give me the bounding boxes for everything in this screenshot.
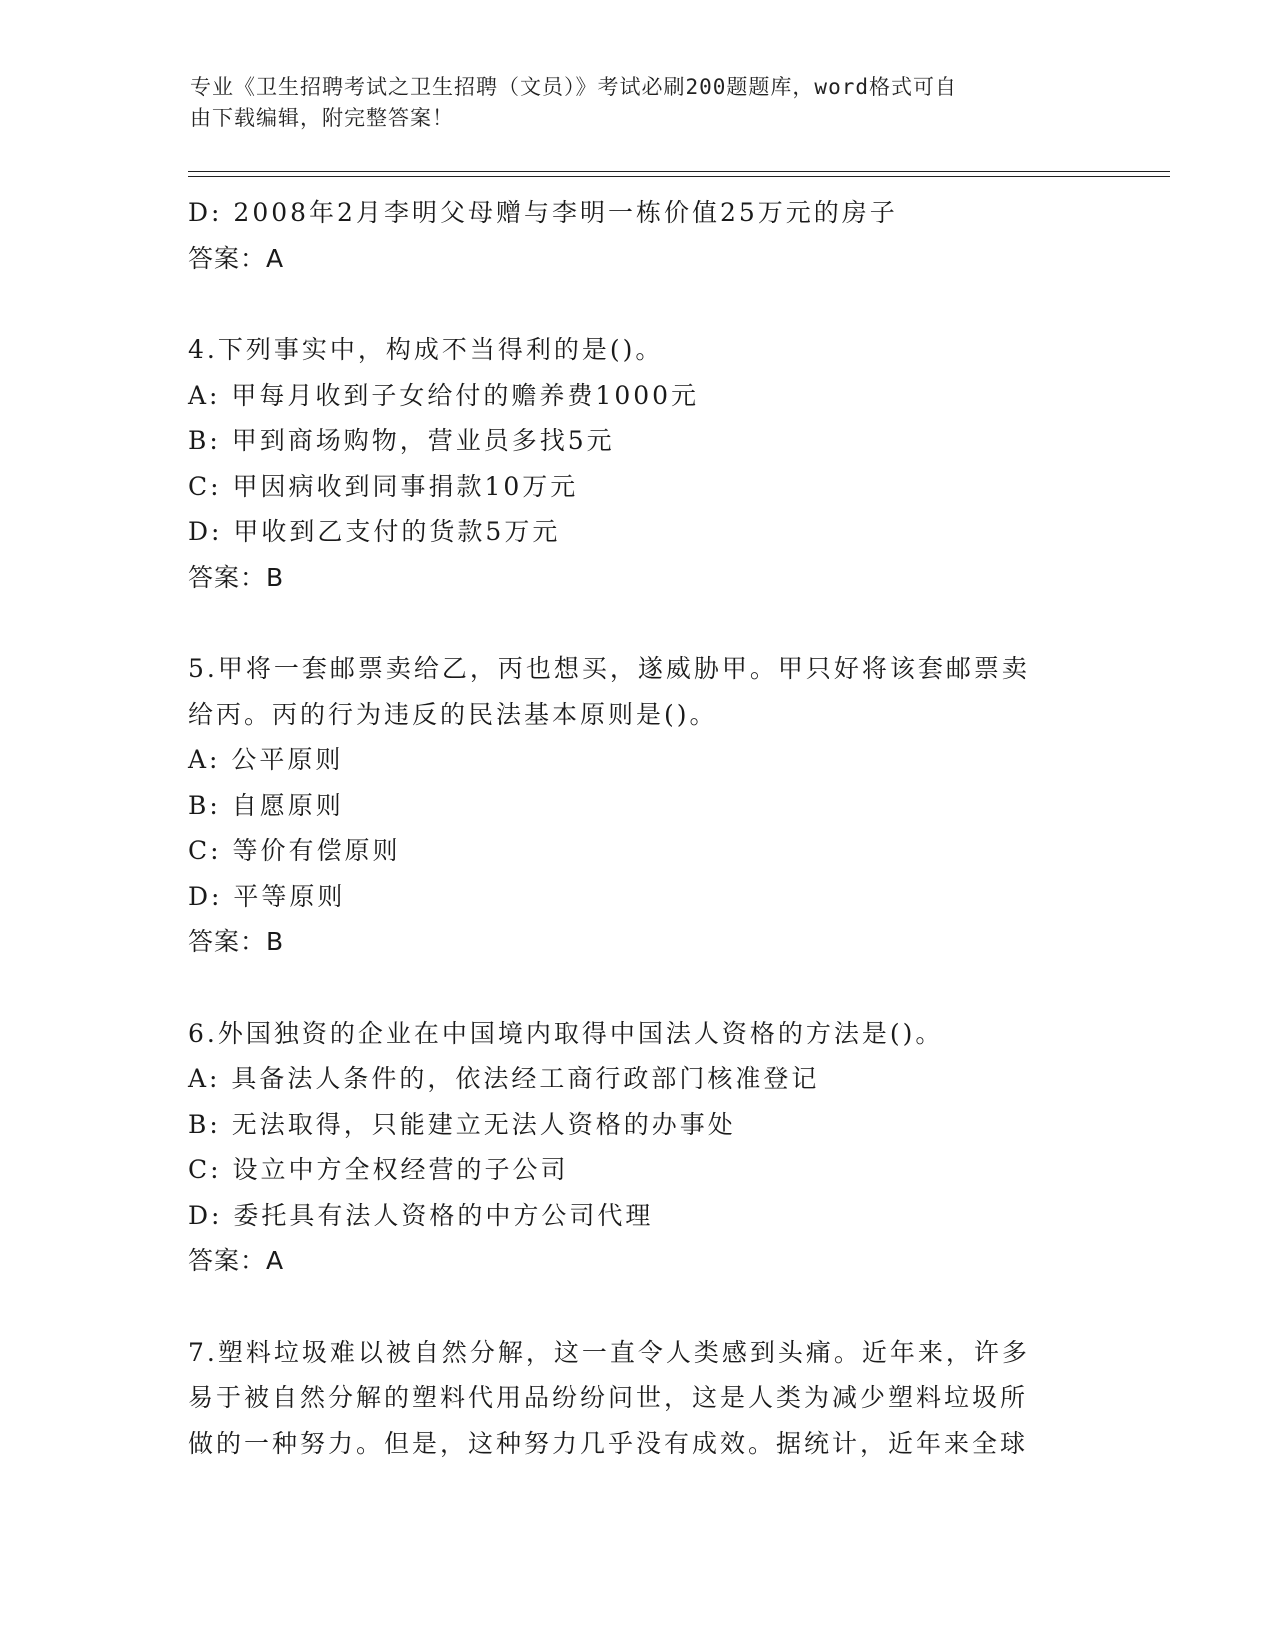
option-c: C: 甲因病收到同事捐款10万元 [188, 471, 579, 501]
answer-label: 答案：A [188, 243, 285, 273]
option-b: B: 甲到商场购物，营业员多找5元 [188, 426, 615, 455]
option-d: D: 平等原则 [188, 881, 346, 911]
question-6 [188, 1011, 1088, 1284]
spacer [188, 965, 1088, 1011]
question-7 [188, 1330, 1088, 1467]
spacer [188, 281, 1088, 327]
header-title-line-1: 专业《卫生招聘考试之卫生招聘（文员）》考试必刷200题题库，word格式可自 [190, 75, 957, 99]
spacer [188, 1284, 1088, 1330]
spacer [188, 600, 1088, 646]
header-rule-top [188, 171, 1170, 172]
header-rule-bottom [188, 176, 1170, 177]
option-d: D: 2008年2月李明父母赠与李明一栋价值25万元的房子 [188, 198, 898, 227]
answer-label: 答案：A [188, 1246, 285, 1275]
page-header [190, 72, 1070, 134]
question-content [188, 190, 1088, 1466]
question-4 [188, 327, 1088, 600]
question-stem: 6.外国独资的企业在中国境内取得中国法人资格的方法是()。 [188, 1018, 944, 1048]
option-b: B: 自愿原则 [188, 790, 344, 820]
option-a: A: 甲每月收到子女给付的赡养费1000元 [188, 380, 700, 410]
question-3-tail [188, 190, 1088, 281]
option-d: D: 委托具有法人资格的中方公司代理 [188, 1200, 654, 1230]
answer-label: 答案：B [188, 927, 285, 956]
option-d: D: 甲收到乙支付的货款5万元 [188, 517, 561, 546]
option-c: C: 设立中方全权经营的子公司 [188, 1155, 569, 1184]
header-title-line-2: 由下载编辑，附完整答案！ [190, 106, 454, 130]
option-c: C: 等价有偿原则 [188, 836, 401, 865]
question-stem-line-2: 易于被自然分解的塑料代用品纷纷问世，这是人类为减少塑料垃圾所 [188, 1383, 1029, 1412]
question-stem-line-3: 做的一种努力。但是，这种努力几乎没有成效。据统计，近年来全球 [188, 1428, 1029, 1458]
question-5 [188, 646, 1088, 965]
question-stem-line-2: 给丙。丙的行为违反的民法基本原则是()。 [188, 699, 718, 729]
question-stem-line-1: 7.塑料垃圾难以被自然分解，这一直令人类感到头痛。近年来，许多 [188, 1337, 1030, 1367]
option-a: A: 公平原则 [188, 745, 344, 774]
answer-label: 答案：B [188, 562, 285, 592]
question-stem-line-1: 5.甲将一套邮票卖给乙，丙也想买，遂威胁甲。甲只好将该套邮票卖 [188, 654, 1030, 683]
option-b: B: 无法取得，只能建立无法人资格的办事处 [188, 1109, 736, 1139]
option-a: A: 具备法人条件的，依法经工商行政部门核准登记 [188, 1064, 820, 1093]
question-stem: 4.下列事实中，构成不当得利的是()。 [188, 335, 664, 364]
